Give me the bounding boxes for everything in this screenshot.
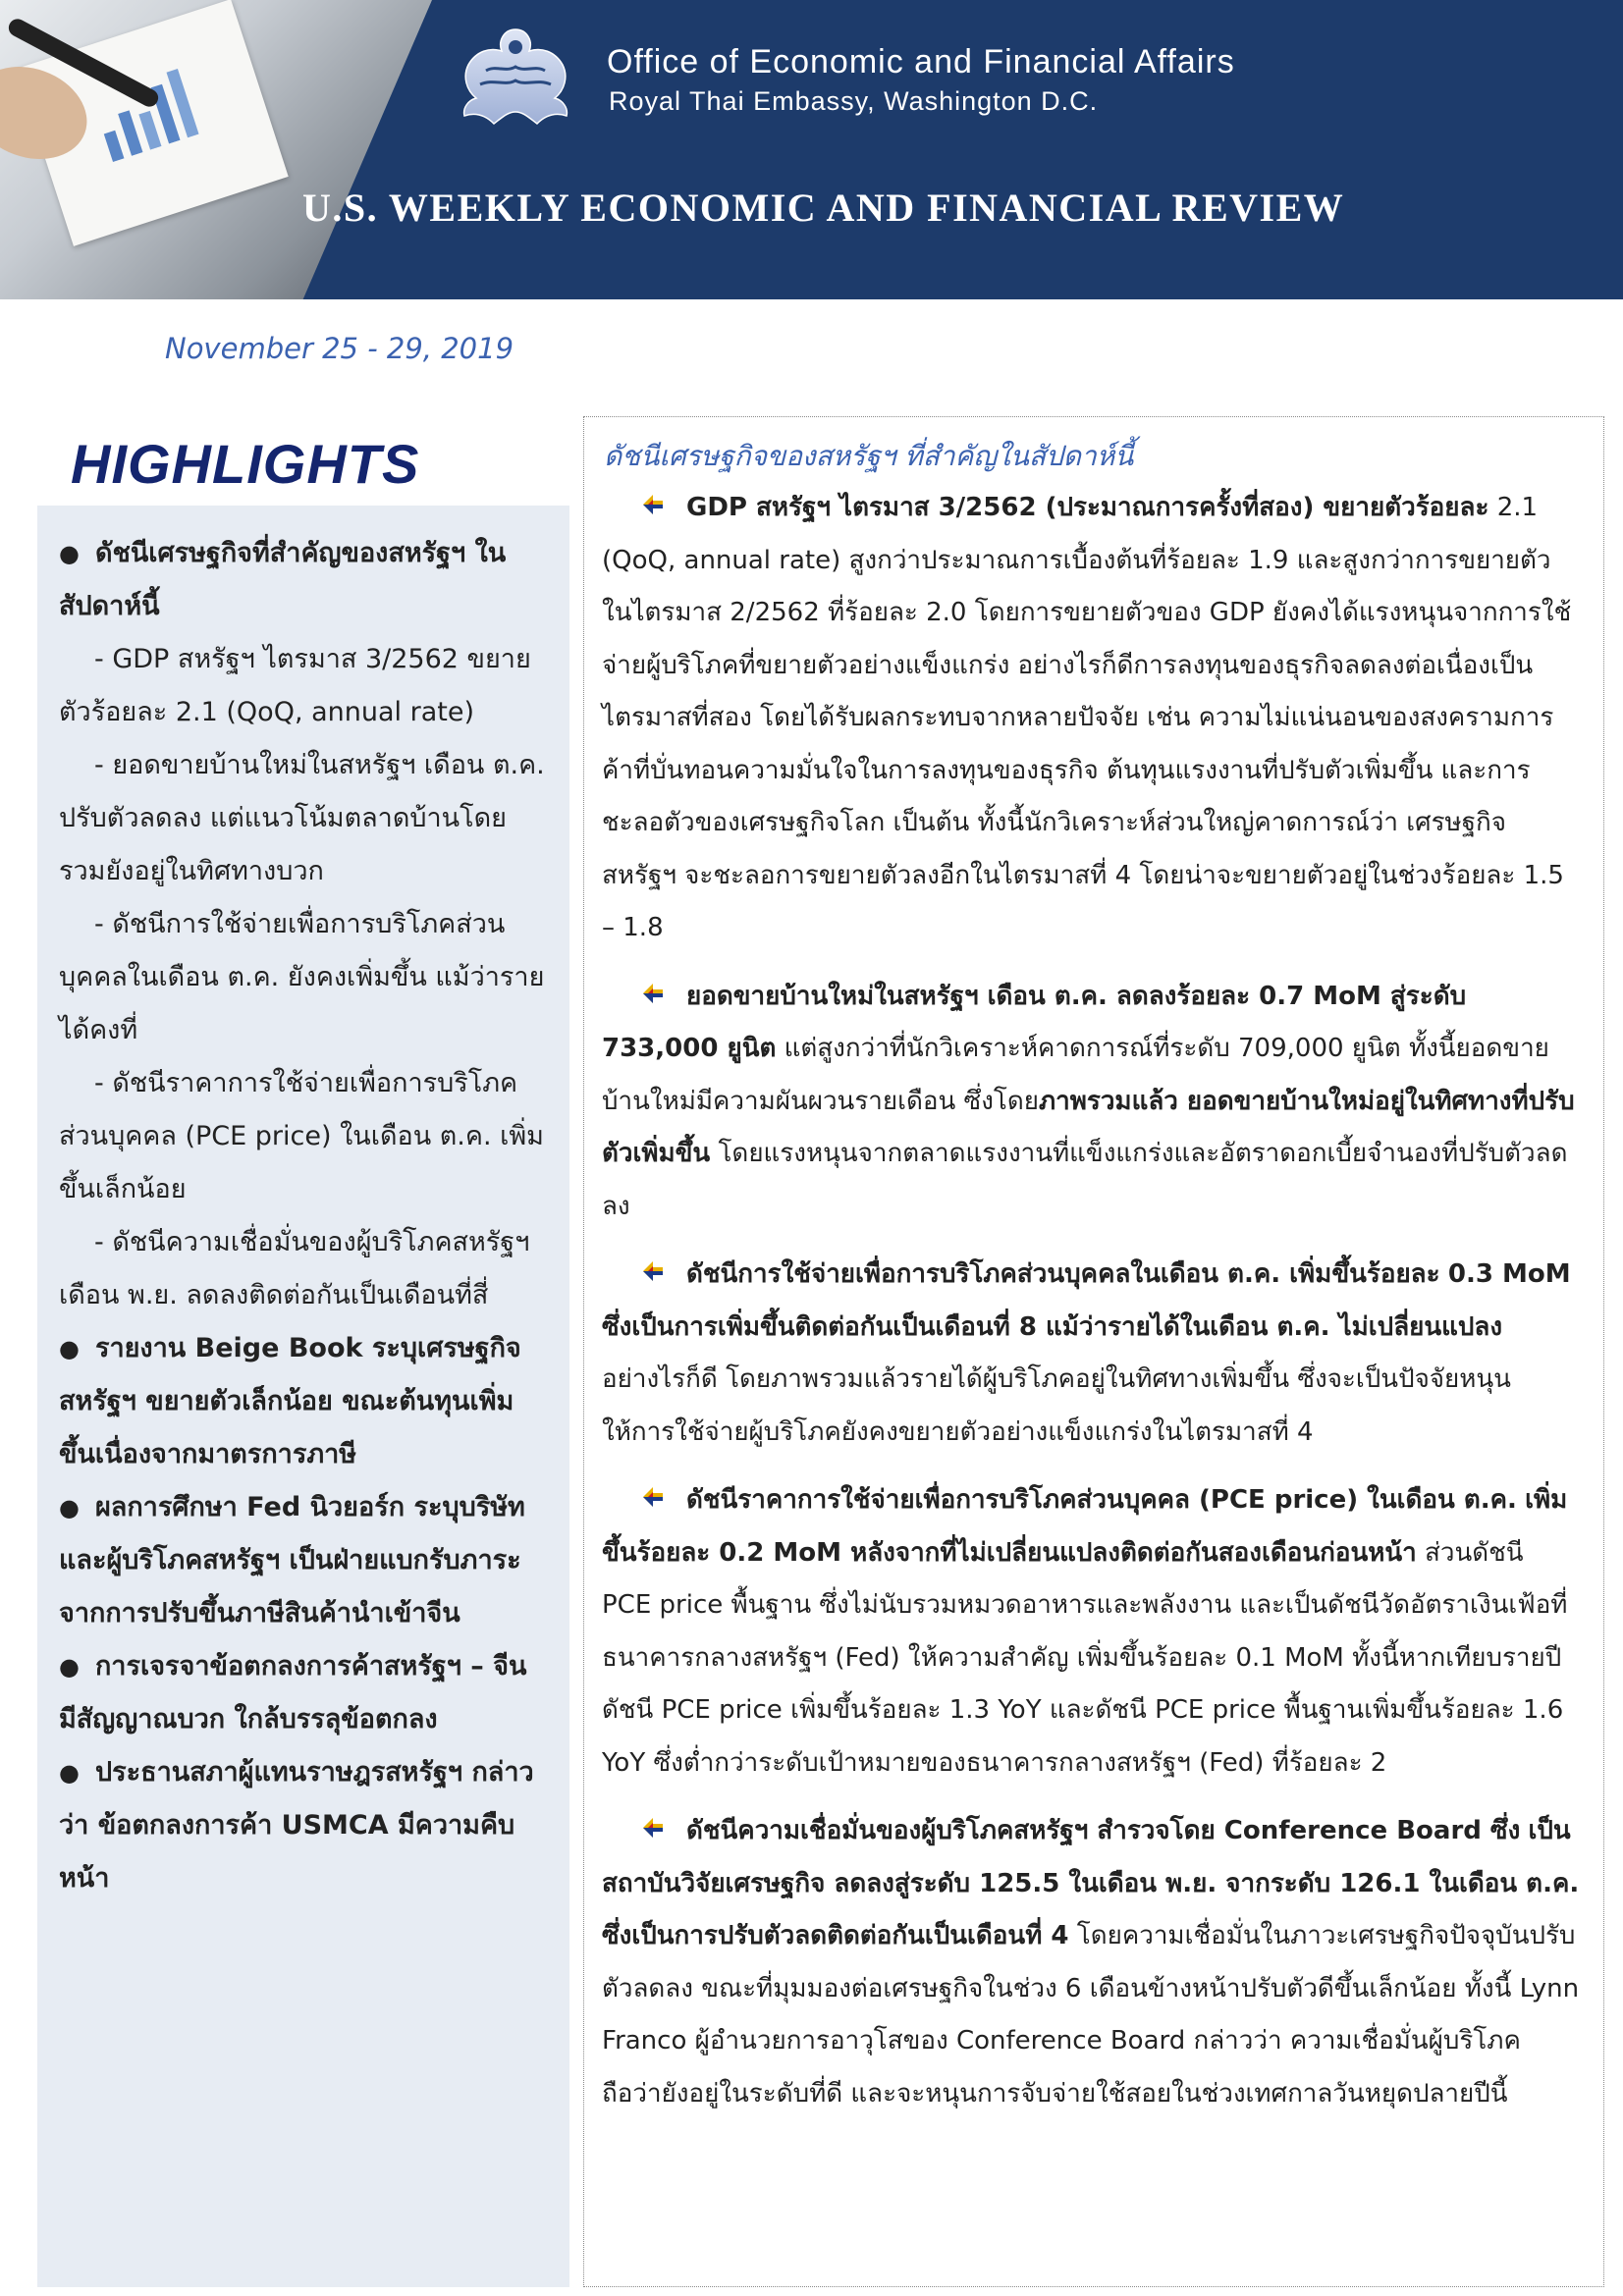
highlight-subitem-text: - GDP สหรัฐฯ ไตรมาส 3/2562 ขยายตัวร้อยละ 2.1 (QoQ, annual rate)	[59, 644, 531, 727]
gdp-rate: 2.1 (QoQ, annual rate)	[602, 493, 1539, 575]
confidence-detail: เป็นสถาบันวิจัยเศรษฐกิจ ลดลงสู่ระดับ 125.5 ในเดือน พ.ย. จากระดับ 126.1 ในเดือน ต.ค. ซึ่งเป็นการปรับตัวลดติดต่อกันเป็นเดือนที่ 4	[602, 1816, 1580, 1950]
spending-body: อย่างไรก็ดี โดยภาพรวมแล้วรายได้ผู้บริโภคอยู่ในทิศทางเพิ่มขึ้น ซึ่งจะเป็นปัจจัยหนุนให้การใช้จ่ายผู้บริโภคยังคงขยายตัวอย่างแข็งแกร่งในไตรมาสที่ 4	[602, 1364, 1511, 1447]
spending-detail: 0.3 MoM ซึ่งเป็นการเพิ่มขึ้นติดต่อกันเป็นเดือนที่ 8 แม้ว่ารายได้ในเดือน ต.ค. ไม่เปลี่ยนแปลง	[602, 1259, 1571, 1342]
highlight-subitem-text: - ยอดขายบ้านใหม่ในสหรัฐฯ เดือน ต.ค. ปรับตัวลดลง แต่แนวโน้มตลาดบ้านโดยรวมยังอยู่ในทิศทางบวก	[59, 750, 545, 886]
highlight-item	[59, 1746, 550, 1905]
pce-body: ส่วนดัชนี PCE price พื้นฐาน ซึ่งไม่นับรวมหมวดอาหารและพลังงาน และเป็นดัชนีวัดอัตราเงินเฟ้อที่ธนาคารกลางสหรัฐฯ (Fed) ให้ความสำคัญ เพิ่มขึ้นร้อยละ 0.1 MoM ทั้งนี้หากเทียบรายปี ดัชนี PCE price เพิ่มขึ้นร้อยละ 1.3 YoY และดัชนี PCE price พื้นฐานเพิ่มขึ้นร้อยละ 1.6 YoY ซึ่งต่ำกว่าระดับเป้าหมายของธนาคารกลางสหรัฐฯ (Fed) ที่ร้อยละ 2	[602, 1537, 1568, 1778]
consumer-confidence-paragraph	[602, 1805, 1580, 2120]
highlight-subitem-text: - ดัชนีความเชื่อมั่นของผู้บริโภคสหรัฐฯ เดือน พ.ย. ลดลงติดต่อกันเป็นเดือนที่สี่	[59, 1227, 530, 1310]
highlight-subitem-text: - ดัชนีการใช้จ่ายเพื่อการบริโภคส่วนบุคคลในเดือน ต.ค. ยังคงเพิ่มขึ้น แม้ว่ารายได้คงที่	[59, 909, 545, 1045]
highlight-item	[59, 527, 550, 633]
new-home-sales-paragraph	[602, 971, 1580, 1234]
bullet-icon: ●	[59, 1759, 80, 1787]
pce-lead: ดัชนีราคาการใช้จ่ายเพื่อการบริโภคส่วนบุคคล (PCE price) ในเดือน ต.ค.	[686, 1485, 1517, 1515]
highlight-item	[59, 1322, 550, 1481]
report-date: November 25 - 29, 2019	[165, 332, 514, 365]
gdp-paragraph	[602, 482, 1580, 955]
highlight-subitem-text: - ดัชนีราคาการใช้จ่ายเพื่อการบริโภคส่วนบุคคล (PCE price) ในเดือน ต.ค. เพิ่มขึ้นเล็กน้อย	[59, 1068, 544, 1204]
home-sales-body: แต่สูงกว่าที่นักวิเคราะห์คาดการณ์ที่ระดับ 709,000 ยูนิต ทั้งนี้ยอดขายบ้านใหม่มีความผันผวนรายเดือน ซึ่งโดย	[602, 1034, 1549, 1116]
pce-detail: เพิ่มขึ้นร้อยละ 0.2 MoM หลังจากที่ไม่เปลี่ยนแปลงติดต่อกันสองเดือนก่อนหน้า	[602, 1485, 1568, 1568]
home-sales-lead: ยอดขายบ้านใหม่ในสหรัฐฯ เดือน ต.ค. ลดลงร้อยละ 0.7 MoM สู่ระดับ	[686, 981, 1467, 1011]
home-sales-body-end: โดยแรงหนุนจากตลาดแรงงานที่แข็งแกร่งและอัตราดอกเบี้ยจำนองที่ปรับตัวลดลง	[602, 1139, 1568, 1221]
highlight-subitem	[59, 633, 550, 739]
highlight-subitem	[59, 739, 550, 898]
highlights-title: HIGHLIGHTS	[71, 433, 420, 495]
consumer-spending-paragraph	[602, 1249, 1580, 1459]
arrow-bullet-icon	[639, 491, 667, 518]
highlight-item-text: ผลการศึกษา Fed นิวยอร์ก ระบุบริษัทและผู้บริโภคสหรัฐฯ เป็นฝ่ายแบกรับภาระจากการปรับขึ้นภาษีสินค้านำเข้าจีน	[59, 1492, 525, 1629]
home-sales-trend: ภาพรวมแล้ว ยอดขายบ้านใหม่อยู่ในทิศทางที่ปรับตัวเพิ่มขึ้น	[602, 1086, 1575, 1168]
bullet-icon: ●	[59, 1494, 80, 1522]
gdp-lead: GDP สหรัฐฯ ไตรมาส 3/2562 (ประมาณการครั้งที่สอง) ขยายตัวร้อยละ	[686, 493, 1489, 522]
highlight-item-text: ดัชนีเศรษฐกิจที่สำคัญของสหรัฐฯ ในสัปดาห์นี้	[59, 538, 507, 621]
highlight-subitem	[59, 1216, 550, 1322]
bullet-icon: ●	[59, 540, 80, 567]
highlights-list	[37, 506, 569, 1905]
bullet-icon: ●	[59, 1653, 80, 1681]
garuda-emblem-icon	[447, 22, 584, 134]
arrow-bullet-icon	[639, 980, 667, 1007]
office-subtitle: Royal Thai Embassy, Washington D.C.	[609, 86, 1099, 116]
gdp-body: สูงกว่าประมาณการเบื้องต้นที่ร้อยละ 1.9 และสูงกว่าการขยายตัวในไตรมาส 2/2562 ที่ร้อยละ 2.0 โดยการขยายตัวของ GDP ยังคงได้แรงหนุนจากการใช้จ่ายผู้บริโภคที่ขยายตัวอย่างแข็งแกร่ง อย่างไรก็ดีการลงทุนของธุรกิจลดลงต่อเนื่องเป็นไตรมาสที่สอง โดยได้รับผลกระทบจากหลายปัจจัย เช่น ความไม่แน่นอนของสงครามการค้าที่บั่นทอนความมั่นใจในการลงทุนของธุรกิจ ต้นทุนแรงงานที่ปรับตัวเพิ่มขึ้น และการชะลอตัวของเศรษฐกิจโลก เป็นต้น ทั้งนี้นักวิเคราะห์ส่วนใหญ่คาดการณ์ว่า เศรษฐกิจสหรัฐฯ จะชะลอการขยายตัวลงอีกในไตรมาสที่ 4 โดยน่าจะขยายตัวอยู่ในช่วงร้อยละ 1.5 – 1.8	[602, 545, 1572, 942]
arrow-bullet-icon	[639, 1814, 667, 1842]
arrow-bullet-icon	[639, 1257, 667, 1285]
header-banner	[0, 0, 1623, 299]
bullet-icon: ●	[59, 1335, 80, 1362]
arrow-bullet-icon	[639, 1483, 667, 1511]
highlight-item-text: รายงาน Beige Book ระบุเศรษฐกิจสหรัฐฯ ขยายตัวเล็กน้อย ขณะต้นทุนเพิ่มขึ้นเนื่องจากมาตรการภาษี	[59, 1333, 521, 1469]
indicators-title: ดัชนีเศรษฐกิจของสหรัฐฯ ที่สำคัญในสัปดาห์นี้	[604, 440, 1134, 472]
highlight-subitem	[59, 1057, 550, 1216]
highlight-item	[59, 1640, 550, 1746]
highlight-item-text: การเจรจาข้อตกลงการค้าสหรัฐฯ – จีน มีสัญญาณบวก ใกล้บรรลุข้อตกลง	[59, 1651, 527, 1735]
confidence-body: โดยความเชื่อมั่นในภาวะเศรษฐกิจปัจจุบันปรับตัวลดลง ขณะที่มุมมองต่อเศรษฐกิจในช่วง 6 เดือนข้างหน้าปรับตัวดีขึ้นเล็กน้อย ทั้งนี้ Lynn Franco ผู้อำนวยการอาวุโสของ Conference Board กล่าวว่า ความเชื่อมั่นผู้บริโภคถือว่ายังอยู่ในระดับที่ดี และจะหนุนการจับจ่ายใช้สอยในช่วงเทศกาลวันหยุดปลายปีนี้	[602, 1921, 1580, 2109]
review-title: U.S. WEEKLY ECONOMIC AND FINANCIAL REVIEW	[302, 186, 1345, 230]
indicators-panel	[583, 416, 1604, 2287]
highlight-subitem	[59, 898, 550, 1057]
pce-price-paragraph	[602, 1474, 1580, 1789]
highlight-item-text: ประธานสภาผู้แทนราษฎรสหรัฐฯ กล่าวว่า ข้อตกลงการค้า USMCA มีความคืบหน้า	[59, 1757, 534, 1894]
confidence-lead: ดัชนีความเชื่อมั่นของผู้บริโภคสหรัฐฯ สำรวจโดย Conference Board ซึ่ง	[686, 1816, 1521, 1845]
highlight-item	[59, 1481, 550, 1640]
home-sales-units: 733,000 ยูนิต	[602, 1034, 777, 1063]
header-photo	[0, 0, 442, 299]
spending-lead: ดัชนีการใช้จ่ายเพื่อการบริโภคส่วนบุคคลในเดือน ต.ค. เพิ่มขึ้นร้อยละ	[686, 1259, 1440, 1289]
highlights-sidebar	[37, 506, 569, 2287]
office-title: Office of Economic and Financial Affairs	[607, 43, 1235, 80]
